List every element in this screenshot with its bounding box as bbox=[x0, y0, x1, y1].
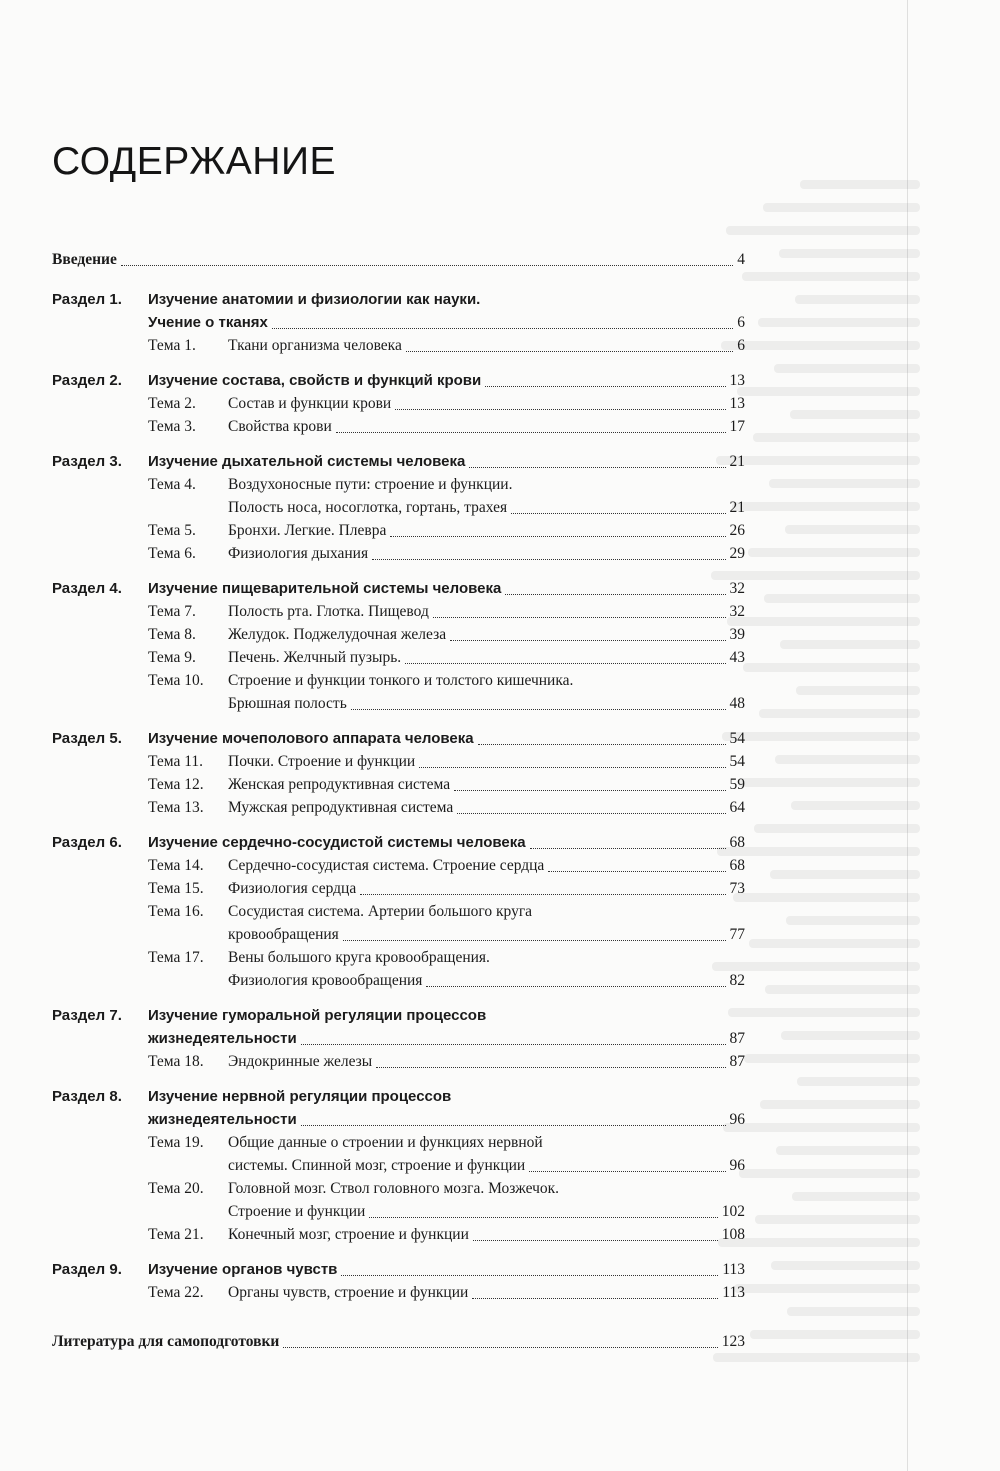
topic-title: Физиология кровообращения bbox=[228, 972, 423, 989]
topic-title: системы. Спинной мозг, строение и функции bbox=[228, 1157, 526, 1174]
toc-topic[interactable] bbox=[0, 946, 1000, 970]
page-number: 6 bbox=[737, 337, 745, 354]
topic-label: Тема 15. bbox=[148, 880, 204, 897]
topic-title: Почки. Строение и функции bbox=[228, 753, 416, 770]
toc-topic[interactable] bbox=[0, 923, 1000, 947]
toc-section-7[interactable] bbox=[0, 1004, 1000, 1028]
page-number: 21 bbox=[729, 453, 745, 470]
intro-label: Введение bbox=[52, 251, 117, 268]
topic-title: Сосудистая система. Артерии большого круга bbox=[228, 903, 533, 920]
toc-topic[interactable] bbox=[0, 473, 1000, 497]
toc-topic[interactable] bbox=[0, 496, 1000, 520]
section-label: Раздел 4. bbox=[52, 580, 122, 597]
toc-topic[interactable] bbox=[0, 1223, 1000, 1247]
topic-title: Ткани организма человека bbox=[228, 337, 402, 354]
section-title: жизнедеятельности bbox=[148, 1030, 297, 1047]
topic-label: Тема 17. bbox=[148, 949, 204, 966]
toc-section-9[interactable] bbox=[0, 1258, 1000, 1282]
section-label: Раздел 6. bbox=[52, 834, 122, 851]
topic-label: Тема 19. bbox=[148, 1134, 204, 1151]
page-number: 68 bbox=[729, 857, 745, 874]
section-title: Изучение нервной регуляции процессов bbox=[148, 1088, 452, 1105]
topic-label: Тема 21. bbox=[148, 1226, 204, 1243]
page-number: 108 bbox=[721, 1226, 745, 1243]
topic-title: Брюшная полость bbox=[228, 695, 347, 712]
dot-leader bbox=[272, 328, 733, 329]
section-title: жизнедеятельности bbox=[148, 1111, 297, 1128]
page-number: 26 bbox=[729, 522, 745, 539]
toc-topic[interactable] bbox=[0, 600, 1000, 624]
toc-topic[interactable] bbox=[0, 773, 1000, 797]
dot-leader bbox=[336, 432, 726, 433]
dot-leader bbox=[301, 1125, 726, 1126]
topic-label: Тема 1. bbox=[148, 337, 196, 354]
section-title: Изучение сердечно-сосудистой системы человека bbox=[148, 834, 526, 851]
dot-leader bbox=[343, 940, 726, 941]
section-title: Изучение мочеполового аппарата человека bbox=[148, 730, 474, 747]
toc-topic[interactable] bbox=[0, 392, 1000, 416]
page-number: 113 bbox=[722, 1284, 745, 1301]
section-title: Изучение анатомии и физиологии как науки. bbox=[148, 291, 481, 308]
section-title: Изучение дыхательной системы человека bbox=[148, 453, 466, 470]
dot-leader bbox=[360, 894, 726, 895]
section-title: Изучение состава, свойств и функций крови bbox=[148, 372, 482, 389]
toc-section-8[interactable] bbox=[0, 1108, 1000, 1132]
topic-title: Женская репродуктивная система bbox=[228, 776, 451, 793]
toc-section-8[interactable] bbox=[0, 1085, 1000, 1109]
section-label: Раздел 1. bbox=[52, 291, 122, 308]
topic-label: Тема 2. bbox=[148, 395, 196, 412]
dot-leader bbox=[485, 386, 726, 387]
toc-section-1[interactable] bbox=[0, 288, 1000, 312]
topic-title: Головной мозг. Ствол головного мозга. Мозжечок. bbox=[228, 1180, 560, 1197]
topic-title: Строение и функции bbox=[228, 1203, 366, 1220]
topic-title: Воздухоносные пути: строение и функции. bbox=[228, 476, 513, 493]
topic-label: Тема 4. bbox=[148, 476, 196, 493]
topic-label: Тема 13. bbox=[148, 799, 204, 816]
topic-label: Тема 16. bbox=[148, 903, 204, 920]
dot-leader bbox=[426, 986, 726, 987]
topic-title: Мужская репродуктивная система bbox=[228, 799, 454, 816]
toc-topic[interactable] bbox=[0, 1154, 1000, 1178]
page-number: 13 bbox=[729, 372, 745, 389]
toc-section-2[interactable] bbox=[0, 369, 1000, 393]
page-number: 73 bbox=[729, 880, 745, 897]
topic-title: Строение и функции тонкого и толстого кишечника. bbox=[228, 672, 574, 689]
dot-leader bbox=[372, 559, 726, 560]
toc-topic[interactable] bbox=[0, 415, 1000, 439]
page-number: 59 bbox=[729, 776, 745, 793]
topic-label: Тема 8. bbox=[148, 626, 196, 643]
page-number: 96 bbox=[729, 1157, 745, 1174]
dot-leader bbox=[478, 744, 726, 745]
page-title: СОДЕРЖАНИЕ bbox=[52, 140, 337, 183]
topic-label: Тема 9. bbox=[148, 649, 196, 666]
page-number: 113 bbox=[722, 1261, 745, 1278]
topic-title: Сердечно-сосудистая система. Строение сердца bbox=[228, 857, 545, 874]
toc-topic[interactable] bbox=[0, 1131, 1000, 1155]
topic-label: Тема 5. bbox=[148, 522, 196, 539]
section-label: Раздел 9. bbox=[52, 1261, 122, 1278]
page-number: 68 bbox=[729, 834, 745, 851]
dot-leader bbox=[433, 617, 726, 618]
topic-title: Состав и функции крови bbox=[228, 395, 392, 412]
toc-topic[interactable] bbox=[0, 796, 1000, 820]
topic-label: Тема 20. bbox=[148, 1180, 204, 1197]
topic-label: Тема 14. bbox=[148, 857, 204, 874]
dot-leader bbox=[419, 767, 726, 768]
page-number: 87 bbox=[729, 1053, 745, 1070]
page-number: 54 bbox=[729, 730, 745, 747]
section-label: Раздел 3. bbox=[52, 453, 122, 470]
topic-title: Полость носа, носоглотка, гортань, трахея bbox=[228, 499, 508, 516]
topic-title: Вены большого круга кровообращения. bbox=[228, 949, 490, 966]
page-number: 48 bbox=[729, 695, 745, 712]
topic-title: Физиология дыхания bbox=[228, 545, 369, 562]
toc-topic[interactable] bbox=[0, 519, 1000, 543]
topic-label: Тема 6. bbox=[148, 545, 196, 562]
topic-label: Тема 11. bbox=[148, 753, 204, 770]
toc-section-3[interactable] bbox=[0, 450, 1000, 474]
toc-section-6[interactable] bbox=[0, 831, 1000, 855]
dot-leader bbox=[406, 351, 733, 352]
page-number: 87 bbox=[729, 1030, 745, 1047]
dot-leader bbox=[405, 663, 726, 664]
toc-section-1[interactable] bbox=[0, 311, 1000, 335]
toc-entry-literature[interactable] bbox=[0, 1330, 1000, 1354]
dot-leader bbox=[511, 513, 726, 514]
topic-title: Конечный мозг, строение и функции bbox=[228, 1226, 469, 1243]
page-number: 54 bbox=[729, 753, 745, 770]
toc-topic[interactable] bbox=[0, 623, 1000, 647]
toc-topic[interactable] bbox=[0, 692, 1000, 716]
topic-label: Тема 12. bbox=[148, 776, 204, 793]
page-number: 39 bbox=[729, 626, 745, 643]
page-number: 21 bbox=[729, 499, 745, 516]
literature-label: Литература для самоподготовки bbox=[52, 1333, 280, 1350]
topic-label: Тема 10. bbox=[148, 672, 204, 689]
section-label: Раздел 7. bbox=[52, 1007, 122, 1024]
section-label: Раздел 8. bbox=[52, 1088, 122, 1105]
toc-topic[interactable] bbox=[0, 669, 1000, 693]
toc-section-5[interactable] bbox=[0, 727, 1000, 751]
dot-leader bbox=[395, 409, 726, 410]
page-number: 64 bbox=[729, 799, 745, 816]
dot-leader bbox=[472, 1298, 718, 1299]
toc-topic[interactable] bbox=[0, 334, 1000, 358]
topic-title: Физиология сердца bbox=[228, 880, 357, 897]
section-label: Раздел 5. bbox=[52, 730, 122, 747]
dot-leader bbox=[390, 536, 726, 537]
page-number: 43 bbox=[729, 649, 745, 666]
section-title: Изучение пищеварительной системы человека bbox=[148, 580, 502, 597]
page-number: 4 bbox=[737, 251, 745, 268]
dot-leader bbox=[121, 265, 733, 266]
dot-leader bbox=[548, 871, 726, 872]
dot-leader bbox=[454, 790, 726, 791]
topic-title: Общие данные о строении и функциях нервной bbox=[228, 1134, 543, 1151]
page-number: 77 bbox=[729, 926, 745, 943]
dot-leader bbox=[341, 1275, 718, 1276]
toc-topic[interactable] bbox=[0, 750, 1000, 774]
topic-title: Органы чувств, строение и функции bbox=[228, 1284, 469, 1301]
topic-title: Эндокринные железы bbox=[228, 1053, 373, 1070]
toc-topic[interactable] bbox=[0, 1200, 1000, 1224]
page-number: 29 bbox=[729, 545, 745, 562]
toc-topic[interactable] bbox=[0, 877, 1000, 901]
section-title: Изучение органов чувств bbox=[148, 1261, 338, 1278]
topic-title: Печень. Желчный пузырь. bbox=[228, 649, 402, 666]
section-title: Учение о тканях bbox=[148, 314, 268, 331]
topic-title: кровообращения bbox=[228, 926, 339, 943]
dot-leader bbox=[530, 848, 726, 849]
section-label: Раздел 2. bbox=[52, 372, 122, 389]
toc-topic[interactable] bbox=[0, 1177, 1000, 1201]
topic-label: Тема 18. bbox=[148, 1053, 204, 1070]
topic-title: Бронхи. Легкие. Плевра bbox=[228, 522, 387, 539]
topic-title: Полость рта. Глотка. Пищевод bbox=[228, 603, 429, 620]
topic-label: Тема 7. bbox=[148, 603, 196, 620]
dot-leader bbox=[369, 1217, 718, 1218]
toc-topic[interactable] bbox=[0, 969, 1000, 993]
dot-leader bbox=[457, 813, 726, 814]
toc-topic[interactable] bbox=[0, 854, 1000, 878]
dot-leader bbox=[469, 467, 726, 468]
page-number: 96 bbox=[729, 1111, 745, 1128]
section-title: Изучение гуморальной регуляции процессов bbox=[148, 1007, 487, 1024]
dot-leader bbox=[450, 640, 726, 641]
dot-leader bbox=[283, 1347, 718, 1348]
toc-section-7[interactable] bbox=[0, 1027, 1000, 1051]
page-number: 6 bbox=[737, 314, 745, 331]
toc-topic[interactable] bbox=[0, 900, 1000, 924]
topic-label: Тема 22. bbox=[148, 1284, 204, 1301]
topic-title: Свойства крови bbox=[228, 418, 332, 435]
toc-section-4[interactable] bbox=[0, 577, 1000, 601]
toc-topic[interactable] bbox=[0, 542, 1000, 566]
page-number: 17 bbox=[729, 418, 745, 435]
toc-topic[interactable] bbox=[0, 1050, 1000, 1074]
page-number: 32 bbox=[729, 580, 745, 597]
page-number: 123 bbox=[721, 1333, 745, 1350]
page-number: 32 bbox=[729, 603, 745, 620]
topic-label: Тема 3. bbox=[148, 418, 196, 435]
dot-leader bbox=[505, 594, 726, 595]
topic-title: Желудок. Поджелудочная железа bbox=[228, 626, 447, 643]
dot-leader bbox=[351, 709, 726, 710]
page-number: 102 bbox=[721, 1203, 745, 1220]
toc-topic[interactable] bbox=[0, 1281, 1000, 1305]
page-number: 82 bbox=[729, 972, 745, 989]
dot-leader bbox=[529, 1171, 726, 1172]
dot-leader bbox=[301, 1044, 726, 1045]
toc-topic[interactable] bbox=[0, 646, 1000, 670]
toc-entry-intro[interactable] bbox=[0, 248, 1000, 272]
dot-leader bbox=[473, 1240, 718, 1241]
page-number: 13 bbox=[729, 395, 745, 412]
dot-leader bbox=[376, 1067, 726, 1068]
